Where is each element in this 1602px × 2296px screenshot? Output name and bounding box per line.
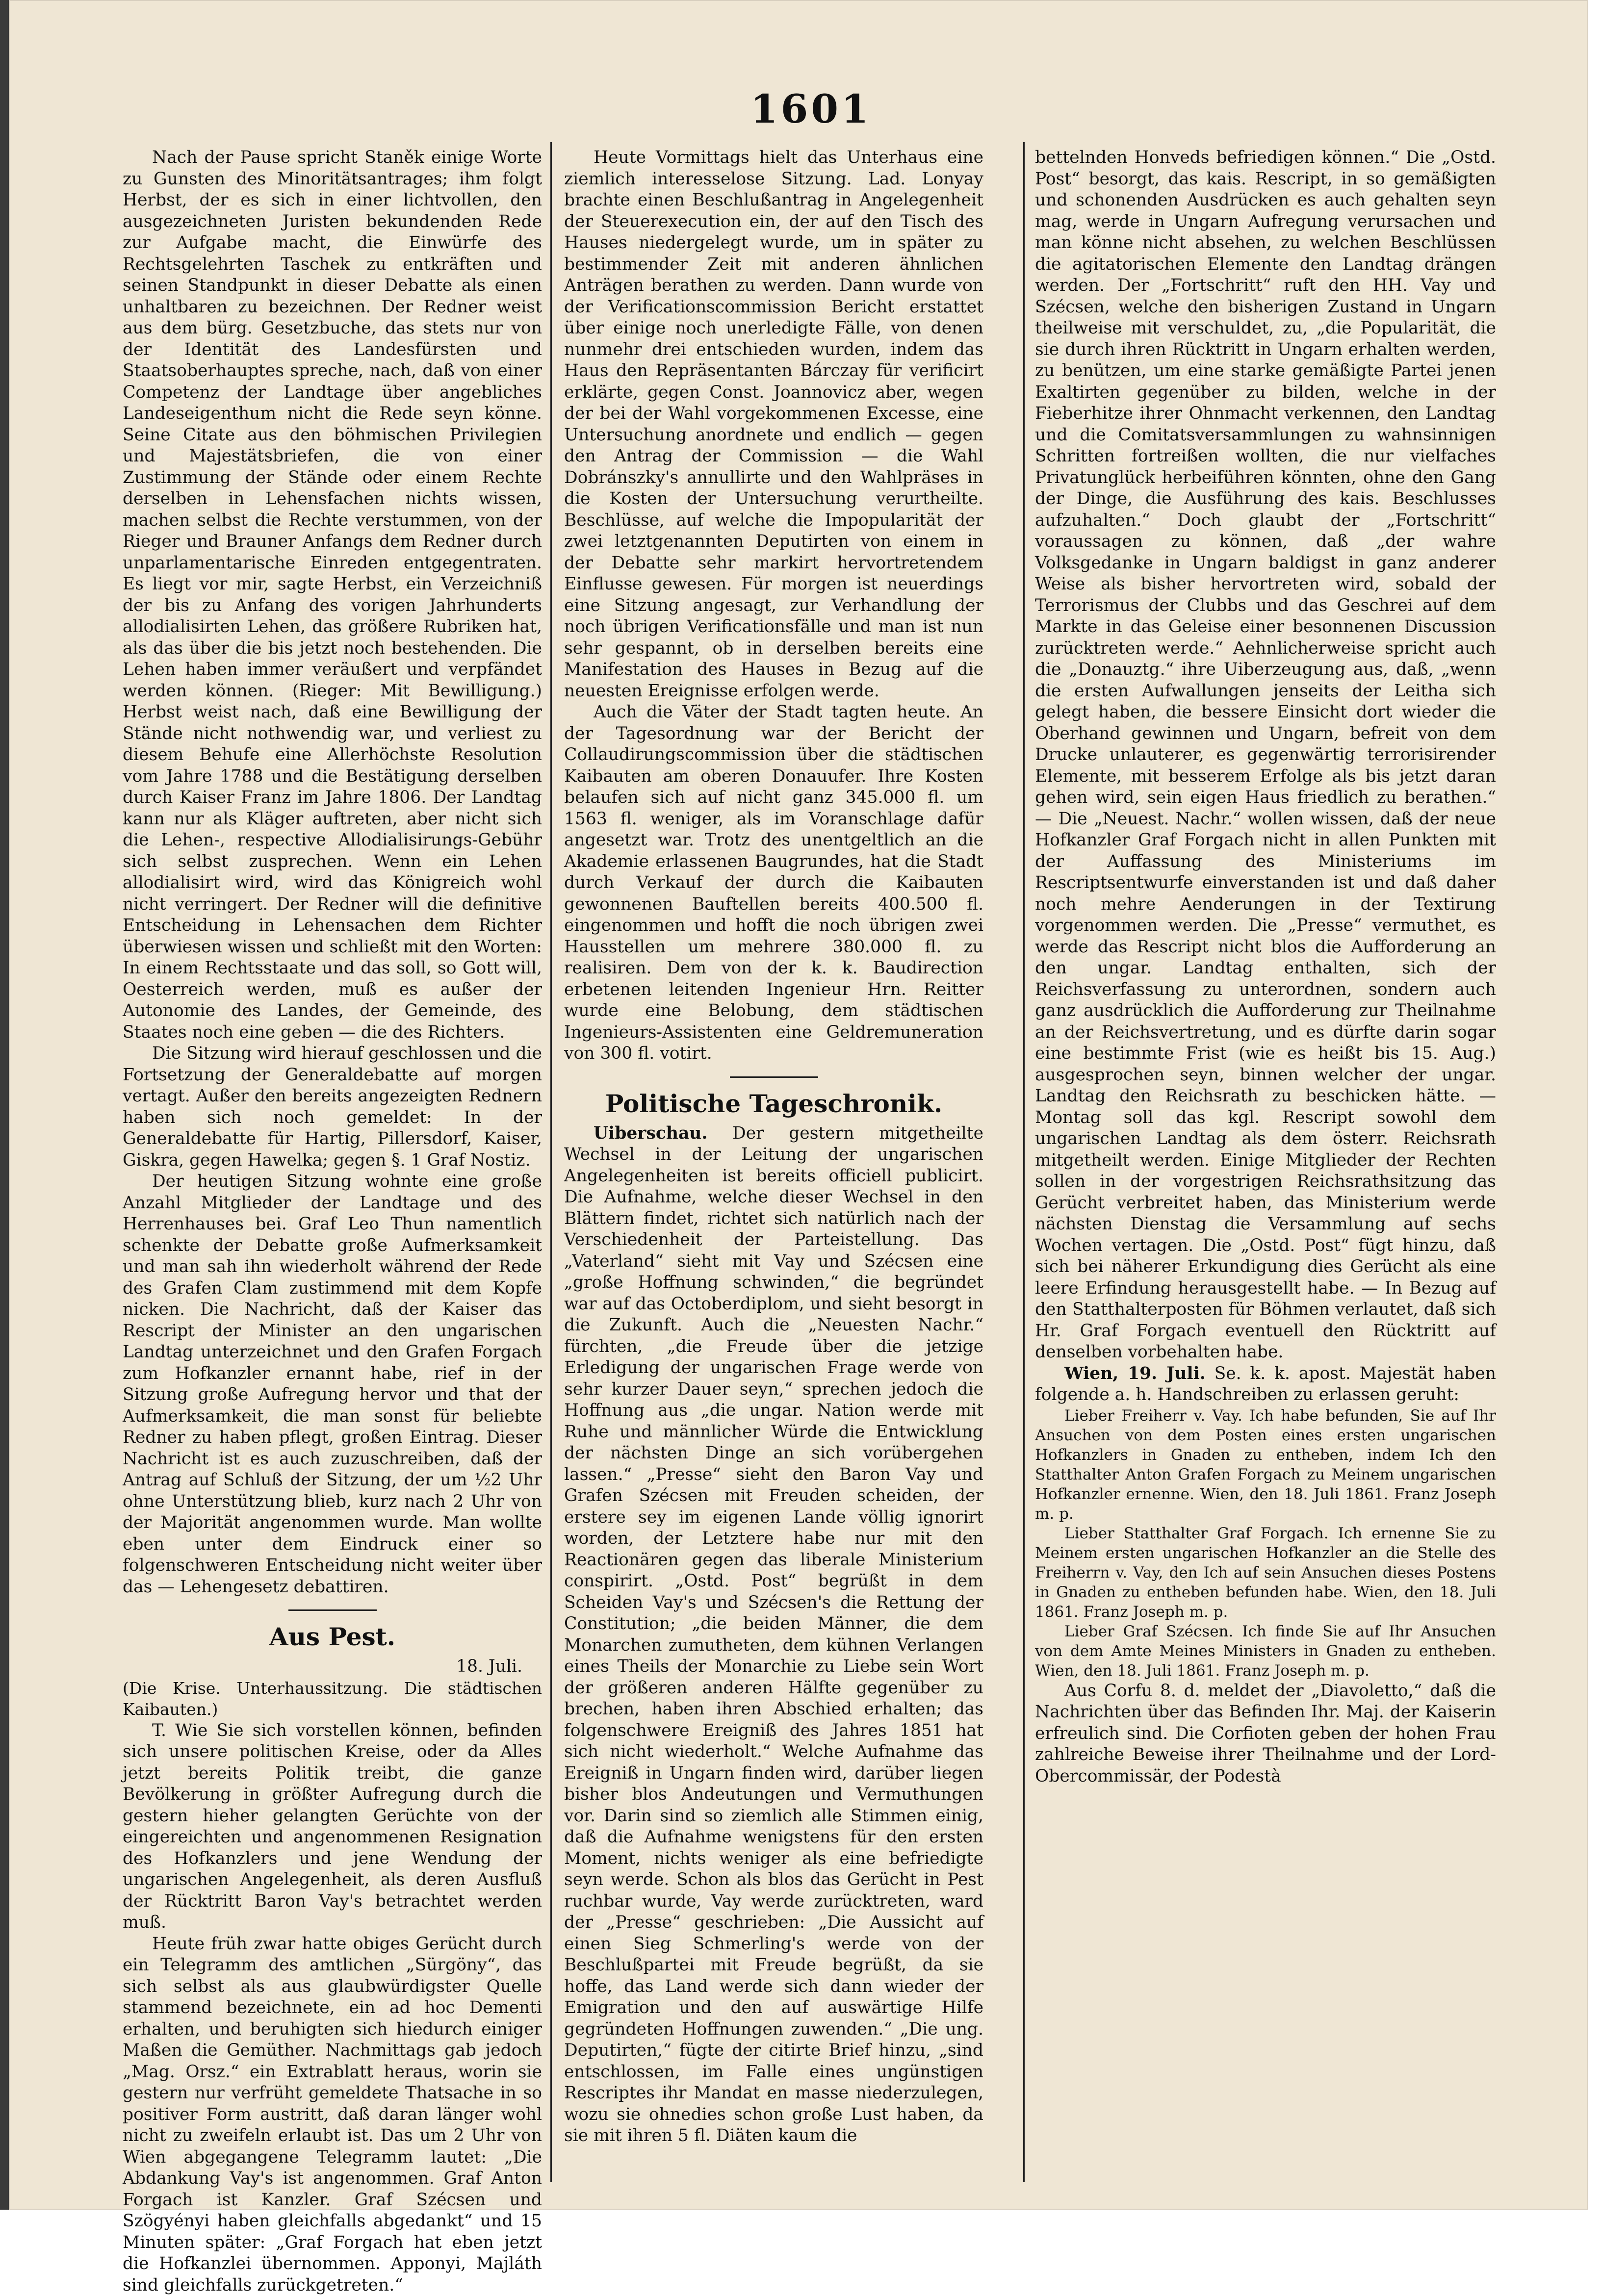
paragraph: Auch die Väter der Stadt tagten heute. An der Tagesordnung war der Bericht der Collaudirungscommission über die städtischen Kaibauten am oberen Donauufer. Ihre Kosten belaufen sich auf nicht ganz 345.000 fl. um 1563 fl. weniger, als im Voranschlage dafür angesetzt war. Trotz des unentgeltlich an die Akademie erlassenen Baugrundes, hat die Stadt durch Verkauf der durch die Kaibauten gewonnenen Bauftellen bereits 400.500 fl. eingenommen und hofft die noch übrigen zwei Hausstellen um mehrere 380.000 fl. zu realisiren. Dem von der k. k. Baudirection erbetenen leitenden Ingenieur Hrn. Reitter wurde eine Belobung, dem städtischen Ingenieurs-Assistenten eine Geldremuneration von 300 fl. votirt. <box>564 702 983 1065</box>
paragraph: Die Sitzung wird hierauf geschlossen und die Fortsetzung der Generaldebatte auf morgen vertagt. Außer den bereits angezeigten Rednern haben sich noch gemeldet: In der Generaldebatte für Hartig, Pillersdorf, Kaiser, Giskra, gegen Hawelka; gegen §. 1 Graf Nostiz. <box>123 1043 542 1171</box>
paragraph-text: Der gestern mitgetheilte Wechsel in der Leitung der ungarischen Angelegenheiten ist bereits officiell publicirt. Die Aufnahme, welche dieser Wechsel in den Blättern findet, richtet sich natürlich nach der Verschiedenheit der Parteistellung. Das „Vaterland“ sieht mit Vay und Szécsen eine „große Hoffnung schwinden,“ die begründet war auf das Octoberdiplom, und sieht besorgt in die Zukunft. Auch die „Neuesten Nachr.“ fürchten, „die Freude über die jetzige Erledigung der ungarischen Frage werde von sehr kurzer Dauer seyn,“ sprechen jedoch die Hoffnung aus „die ungar. Nation werde mit Ruhe und männlicher Würde die Entwicklung der nächsten Dinge an sich vorübergehen lassen.“ „Presse“ sieht den Baron Vay und Grafen Szécsen mit Freuden scheiden, der erstere sey im eigenen Lande völlig ignorirt worden, der Letztere habe nur mit den Reactionären gegen das liberale Ministerium conspirirt. „Ostd. Post“ begrüßt in dem Scheiden Vay's und Szécsen's die Rettung der Constitution; „die beiden Männer, die dem Monarchen zumutheten, dem kühnen Verlangen eines Theils der Monarchie zu Liebe sein Wort der größeren anderen Hälfte gegenüber zu brechen, haben ihren Abschied erhalten; das folgenschwere Ereigniß des Jahres 1851 hat sich nicht wiederholt.“ Welche Aufnahme das Ereigniß in Ungarn finden wird, darüber liegen bisher blos Andeutungen und Vermuthungen vor. Darin sind so ziemlich alle Stimmen einig, daß die Aufnahme wenigstens für den ersten Moment, nichts weniger als eine befriedigte seyn werde. Schon als blos das Gerücht in Pest ruchbar wurde, Vay werde zurücktreten, ward der „Presse“ geschrieben: „Die Aussicht auf einen Sieg Schmerling's werde von der Beschlußpartei mit Freude begrüßt, da sie hoffe, das Land werde sich dann wieder der Emigration und den auf auswärtige Hilfe gegründeten Hoffnungen zuwenden.“ „Die ung. Deputirten,“ fügte der citirte Brief hinzu, „sind entschlossen, im Falle eines ungünstigen Rescriptes ihr Mandat en masse niederzulegen, wozu sie ohnedies schon große Lust haben, da sie mit ihren 5 fl. Diäten kaum die <box>564 1123 983 2146</box>
column-rule <box>1023 142 1025 2182</box>
paragraph-with-lead <box>564 1123 983 2147</box>
column-1 <box>123 147 542 2296</box>
section-heading: Politische Tageschronik. <box>564 1087 983 1121</box>
paragraph: Aus Corfu 8. d. meldet der „Diavoletto,“ daß die Nachrichten über das Befinden Ihr. Maj. der Kaiserin erfreulich sind. Die Corfioten geben der hohen Frau zahlreiche Beweise ihrer Theilnahme und der Lord-Obercommissär, der Podestà <box>1035 1681 1496 1787</box>
paragraph: Heute Vormittags hielt das Unterhaus eine ziemlich interesselose Sitzung. Lad. Lonyay brachte einen Beschlußantrag in Angelegenheit der Steuerexecution ein, der auf den Tisch des Hauses niedergelegt wurde, um in später zu bestimmender Zeit mit anderen ähnlichen Anträgen berathen zu werden. Dann wurde von der Verificationscommission Bericht erstattet über einige noch unerledigte Fälle, von denen nunmehr drei entschieden wurden, indem das Haus den Repräsentanten Bárczay für verificirt erklärte, gegen Const. Joannovicz aber, wegen der bei der Wahl vorgekommenen Excesse, eine Untersuchung anordnete und endlich — gegen den Antrag der Commission — die Wahl Dobránszky's annullirte und den Wahlpräses in die Kosten der Untersuchung verurtheilte. Beschlüsse, auf welche die Impopularität der zwei letztgenannten Deputirten von einem in der Debatte sehr markirt hervortretendem Einflusse gewesen. Für morgen ist neuerdings eine Sitzung angesagt, zur Verhandlung der noch übrigen Verificationsfälle und man ist nun sehr gespannt, ob in derselben bereits eine Manifestation des Hauses in Bezug auf die neuesten Ereignisse erfolgen werde. <box>564 147 983 702</box>
wien-dateline: Wien, 19. Juli. <box>1064 1364 1206 1383</box>
section-divider <box>288 1609 377 1611</box>
paragraph: Heute früh zwar hatte obiges Gerücht durch ein Telegramm des amtlichen „Sürgöny“, das sich selbst als aus glaubwürdigster Quelle stammend bezeichnete, ein ad hoc Dementi erhalten, und beruhigten sich hiedurch einiger Maßen die Gemüther. Nachmittags gab jedoch „Mag. Orsz.“ ein Extrablatt heraus, worin sie gestern nur verfrüht gemeldete Thatsache in so positiver Form austritt, daß daran länger wohl nicht zu zweifeln erlaubt ist. Das um 2 Uhr von Wien abgegangene Telegramm lautet: „Die Abdankung Vay's ist angenommen. Graf Anton Forgach ist Kanzler. Graf Szécsen und Szögyényi haben gleichfalls abgedankt“ und 15 Minuten später: „Graf Forgach hat eben jetzt die Hofkanzlei übernommen. Apponyi, Majláth sind gleichfalls zurückgetreten.“ <box>123 1934 542 2296</box>
lead-word: Uiberschau. <box>594 1123 707 1143</box>
paragraph: T. Wie Sie sich vorstellen können, befinden sich unsere politischen Kreise, oder da Alles jetzt bereits Politik treibt, die ganze Bevölkerung in größter Aufregung durch die gestern hieher gelangten Gerüchte von der eingereichten und angenommenen Resignation des Hofkanzlers und jene Wendung der ungarischen Angelegenheit, als deren Ausfluß der Rücktritt Baron Vay's betrachtet werden muß. <box>123 1720 542 1934</box>
paragraph: Der heutigen Sitzung wohnte eine große Anzahl Mitglieder der Landtage und des Herrenhauses bei. Graf Leo Thun namentlich schenkte der Debatte große Aufmerksamkeit und man sah ihn wiederholt während der Rede des Grafen Clam zustimmend mit dem Kopfe nicken. Die Nachricht, daß der Kaiser das Rescript der Minister an den ungarischen Landtag unterzeichnet und den Grafen Forgach zum Hofkanzler ernannt habe, rief in der Sitzung große Aufregung hervor und that der Aufmerksamkeit, die man sonst für beliebte Redner zu haben pflegt, großen Eintrag. Dieser Nachricht ist es auch zuzuschreiben, daß der Antrag auf Schluß der Sitzung, der um ½2 Uhr ohne Unterstützung blieb, kurz nach 2 Uhr von der Majorität angenommen wurde. Man wollte eben unter dem Eindruck einer so folgenschweren Entscheidung nicht weiter über das — Lehengesetz debattiren. <box>123 1171 542 1598</box>
paragraph: bettelnden Honveds befriedigen können.“ Die „Ostd. Post“ besorgt, das kais. Rescript, in so gemäßigten und schonenden Ausdrücken es auch gehalten seyn mag, werde in Ungarn Aufregung verursachen und man könne nicht absehen, zu welchen Beschlüssen die agitatorischen Elemente den Landtag drängen werden. Der „Fortschritt“ ruft den HH. Vay und Szécsen, welche den bisherigen Zustand in Ungarn theilweise mit verschuldet, zu, „die Popularität, die sie durch ihren Rücktritt in Ungarn erhalten werden, zu benützen, um eine starke gemäßigte Partei jenen Exaltirten gegenüber zu bilden, welche in der Fieberhitze ihrer Ohnmacht verkennen, den Landtag und die Comitatsversammlungen zu wahnsinnigen Schritten fortreißen wollten, die nur vielfaches Privatunglück herbeiführen könnten, ohne den Gang der Dinge, die Ausführung des kais. Beschlusses aufzuhalten.“ Doch glaubt der „Fortschritt“ voraussagen zu können, daß „der wahre Volksgedanke in Ungarn baldigst in ganz anderer Weise als bisher hervortreten wird, sobald der Terrorismus der Clubbs und das Geschrei auf dem Markte in das Geleise einer besonnenen Discussion zurücktreten werde.“ Aehnlicherweise spricht auch die „Donauztg.“ ihre Uiberzeugung aus, daß, „wenn die ersten Aufwallungen jenseits der Leitha sich gelegt haben, die bessere Einsicht dort wieder die Oberhand gewinnen und Ungarn, befreit von dem Drucke unlauterer, es gegenwärtig terrorisirender Elemente, mit besserem Erfolge als bis jetzt daran gehen wird, sein eigen Haus friedlich zu berathen.“ — Die „Neuest. Nachr.“ wollen wissen, daß der neue Hofkanzler Graf Forgach nicht in allen Punkten mit der Auffassung des Ministeriums im Rescriptsentwurfe einverstanden ist und daß daher noch mehre Aenderungen in der Textirung vorgenommen werden. Die „Presse“ vermuthet, es werde das Rescript nicht blos die Aufforderung an den ungar. Landtag enthalten, sich der Reichsverfassung zu unterordnen, sondern auch ganz ausdrücklich die Aufforderung zur Theilnahme an der Reichsvertretung, und es dürfte darin sogar eine bestimmte Frist (wie es heißt bis 15. Aug.) ausgesprochen seyn, binnen welcher der ungar. Landtag den Reichsrath zu beschicken hätte. — Montag soll das kgl. Rescript sowohl dem ungarischen Landtag als dem österr. Reichsrath mitgetheilt werden. Einige Mitglieder der Rechten sollen in der vorgestrigen Reichsrathsitzung das Gerücht verbreitet haben, das Ministerium werde nächsten Dienstag die Versammlung auf sechs Wochen vertagen. Die „Ostd. Post“ fügt hinzu, daß sich bei näherer Erkundigung dies Gerücht als eine leere Erfindung herausgestellt habe. — In Bezug auf den Statthalterposten für Böhmen verlautet, daß sich Hr. Graf Forgach eventuell den Rücktritt auf denselben vorbehalten habe. <box>1035 147 1496 1363</box>
imperial-letter: Lieber Freiherr v. Vay. Ich habe befunden, Sie auf Ihr Ansuchen von dem Posten eines ersten ungarischen Hofkanzlers in Gnaden zu entheben, indem Ich den Statthalter Anton Grafen Forgach zu Meinem ungarischen Hofkanzler ernenne. Wien, den 18. Juli 1861. Franz Joseph m. p. <box>1035 1406 1496 1524</box>
subheading: (Die Krise. Unterhaussitzung. Die städtischen Kaibauten.) <box>123 1678 542 1720</box>
paragraph-text: Se. k. k. apost. Majestät haben folgende a. h. Handschreiben zu erlassen geruht: <box>1035 1364 1496 1405</box>
paragraph: Nach der Pause spricht Staněk einige Worte zu Gunsten des Minoritätsantrages; ihm folgt Herbst, der es sich in einer lichtvollen, den ausgezeichneten Juristen bekundenden Rede zur Aufgabe macht, die Einwürfe des Rechtsgelehrten Taschek zu entkräften und seinen Standpunkt in dieser Debatte als einen unhaltbaren zu bezeichnen. Der Redner weist aus dem bürg. Gesetzbuche, das stets nur von der Identität des Landesfürsten und Staatsoberhauptes spreche, nach, daß von einer Competenz der Landtage über angebliches Landeseigenthum nicht die Rede seyn könne. Seine Citate aus den böhmischen Privilegien und Majestätsbriefen, die von einer Zustimmung der Stände oder einem Rechte derselben in Lehensfachen nichts wissen, machen selbst die Rechte verstummen, von der Rieger und Brauner Anfangs dem Redner durch unparlamentarische Einreden entgegentraten. Es liegt vor mir, sagte Herbst, ein Verzeichniß der bis zu Anfang des vorigen Jahrhunderts allodialisirten Lehen, das größere Rubriken hat, als das über die bis jetzt noch bestehenden. Die Lehen haben immer veräußert und verpfändet werden können. (Rieger: Mit Bewilligung.) Herbst weist nach, daß eine Bewilligung der Stände nicht nothwendig war, und verliest zu diesem Behufe eine Allerhöchste Resolution vom Jahre 1788 und die Bestätigung derselben durch Kaiser Franz im Jahre 1806. Der Landtag kann nur als Kläger auftreten, aber nicht sich die Lehen-, respective Allodialisirungs-Gebühr sich selbst zusprechen. Wenn ein Lehen allodialisirt wird, wird das Königreich wohl nicht verringert. Der Redner will die definitive Entscheidung in Lehensachen dem Richter überwiesen wissen und schließt mit den Worten: In einem Rechtsstaate und das soll, so Gott will, Oesterreich werden, muß es außer der Autonomie des Landes, der Gemeinde, des Staates noch eine geben — die des Richters. <box>123 147 542 1043</box>
imperial-letter: Lieber Graf Szécsen. Ich finde Sie auf Ihr Ansuchen von dem Amte Meines Ministers in Gnaden zu entheben. Wien, den 18. Juli 1861. Franz Joseph m. p. <box>1035 1622 1496 1681</box>
column-rule <box>550 142 552 2182</box>
column-2 <box>564 147 983 2147</box>
page-number: 1601 <box>750 86 853 132</box>
paragraph-with-lead <box>1035 1363 1496 1406</box>
imperial-letter: Lieber Statthalter Graf Forgach. Ich ernenne Sie zu Meinem ersten ungarischen Hofkanzler an die Stelle des Freiherrn v. Vay, den Ich auf sein Ansuchen dieses Postens in Gnaden zu entheben befunden habe. Wien, den 18. Juli 1861. Franz Joseph m. p. <box>1035 1524 1496 1622</box>
column-3 <box>1035 147 1496 1787</box>
section-divider <box>730 1076 818 1078</box>
dateline: 18. Juli. <box>123 1656 522 1678</box>
section-heading: Aus Pest. <box>123 1620 542 1654</box>
